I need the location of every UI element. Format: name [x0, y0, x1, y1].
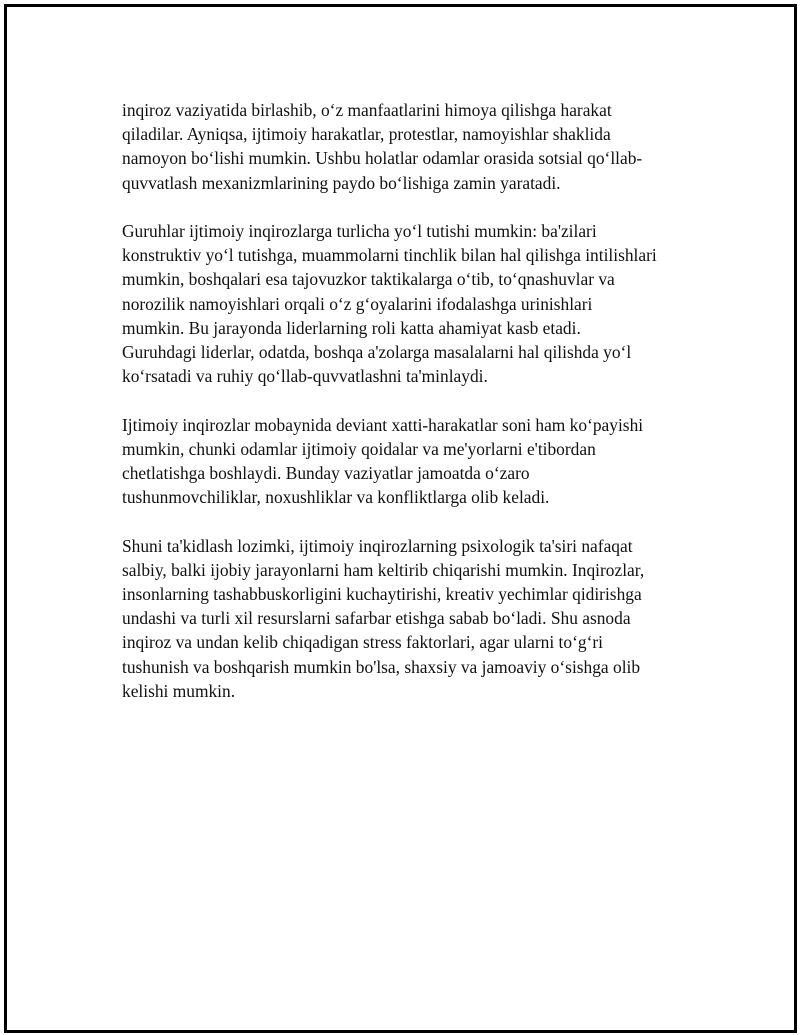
text-line: konstruktiv yo‘l tutishga, muammolarni tinchlik bilan hal qilishga intilishlari [122, 245, 657, 266]
text-line: Ijtimoiy inqirozlar mobaynida deviant xatti-harakatlar soni ham ko‘payishi [122, 414, 644, 435]
text-line: kelishi mumkin. [122, 680, 236, 701]
text-line: tushunmovchiliklar, noxushliklar va konfliktlarga olib keladi. [122, 487, 550, 508]
text-line: inqiroz va undan kelib chiqadigan stress faktorlari, agar ularni to‘g‘ri [122, 632, 603, 653]
paragraph-2 [122, 219, 712, 388]
text-line: mumkin. Bu jarayonda liderlarning roli katta ahamiyat kasb etadi. [122, 317, 581, 338]
paragraph-1 [122, 98, 712, 195]
text-line: Shuni ta'kidlash lozimki, ijtimoiy inqirozlarning psixologik ta'siri nafaqat [122, 535, 633, 556]
text-line: qiladilar. Ayniqsa, ijtimoiy harakatlar, protestlar, namoyishlar shaklida [122, 124, 611, 145]
text-line: mumkin, boshqalari esa tajovuzkor taktikalarga o‘tib, to‘qnashuvlar va [122, 269, 615, 290]
text-line: undashi va turli xil resurslarni safarbar etishga sabab bo‘ladi. Shu asnoda [122, 608, 631, 629]
text-line: Guruhdagi liderlar, odatda, boshqa a'zolarga masalalarni hal qilishda yo‘l [122, 342, 632, 363]
text-line: Guruhlar ijtimoiy inqirozlarga turlicha yo‘l tutishi mumkin: ba'zilari [122, 221, 597, 241]
text-line: ko‘rsatadi va ruhiy qo‘llab-quvvatlashni ta'minlaydi. [122, 366, 488, 387]
paragraph-3 [122, 413, 712, 510]
text-line: chetlatishga boshlaydi. Bunday vaziyatlar jamoatda o‘zaro [122, 463, 530, 484]
page-frame [4, 4, 797, 1033]
text-line: namoyon bo‘lishi mumkin. Ushbu holatlar odamlar orasida sotsial qo‘llab- [122, 148, 643, 169]
text-line: inqiroz vaziyatida birlashib, o‘z manfaatlarini himoya qilishga harakat [122, 100, 612, 120]
text-line: quvvatlash mexanizmlarining paydo bo‘lishiga zamin yaratadi. [122, 172, 561, 193]
paragraph-4 [122, 534, 712, 703]
text-line: salbiy, balki ijobiy jarayonlarni ham keltirib chiqarishi mumkin. Inqirozlar, [122, 559, 645, 580]
text-line: tushunish va boshqarish mumkin bo'lsa, shaxsiy va jamoaviy o‘sishga olib [122, 656, 641, 677]
text-line: insonlarning tashabbuskorligini kuchaytirishi, kreativ yechimlar qidirishga [122, 584, 642, 605]
text-line: norozilik namoyishlari orqali o‘z g‘oyalarini ifodalashga urinishlari [122, 293, 593, 314]
text-line: mumkin, chunki odamlar ijtimoiy qoidalar va me'yorlarni e'tibordan [122, 438, 596, 459]
document-body [122, 98, 712, 727]
